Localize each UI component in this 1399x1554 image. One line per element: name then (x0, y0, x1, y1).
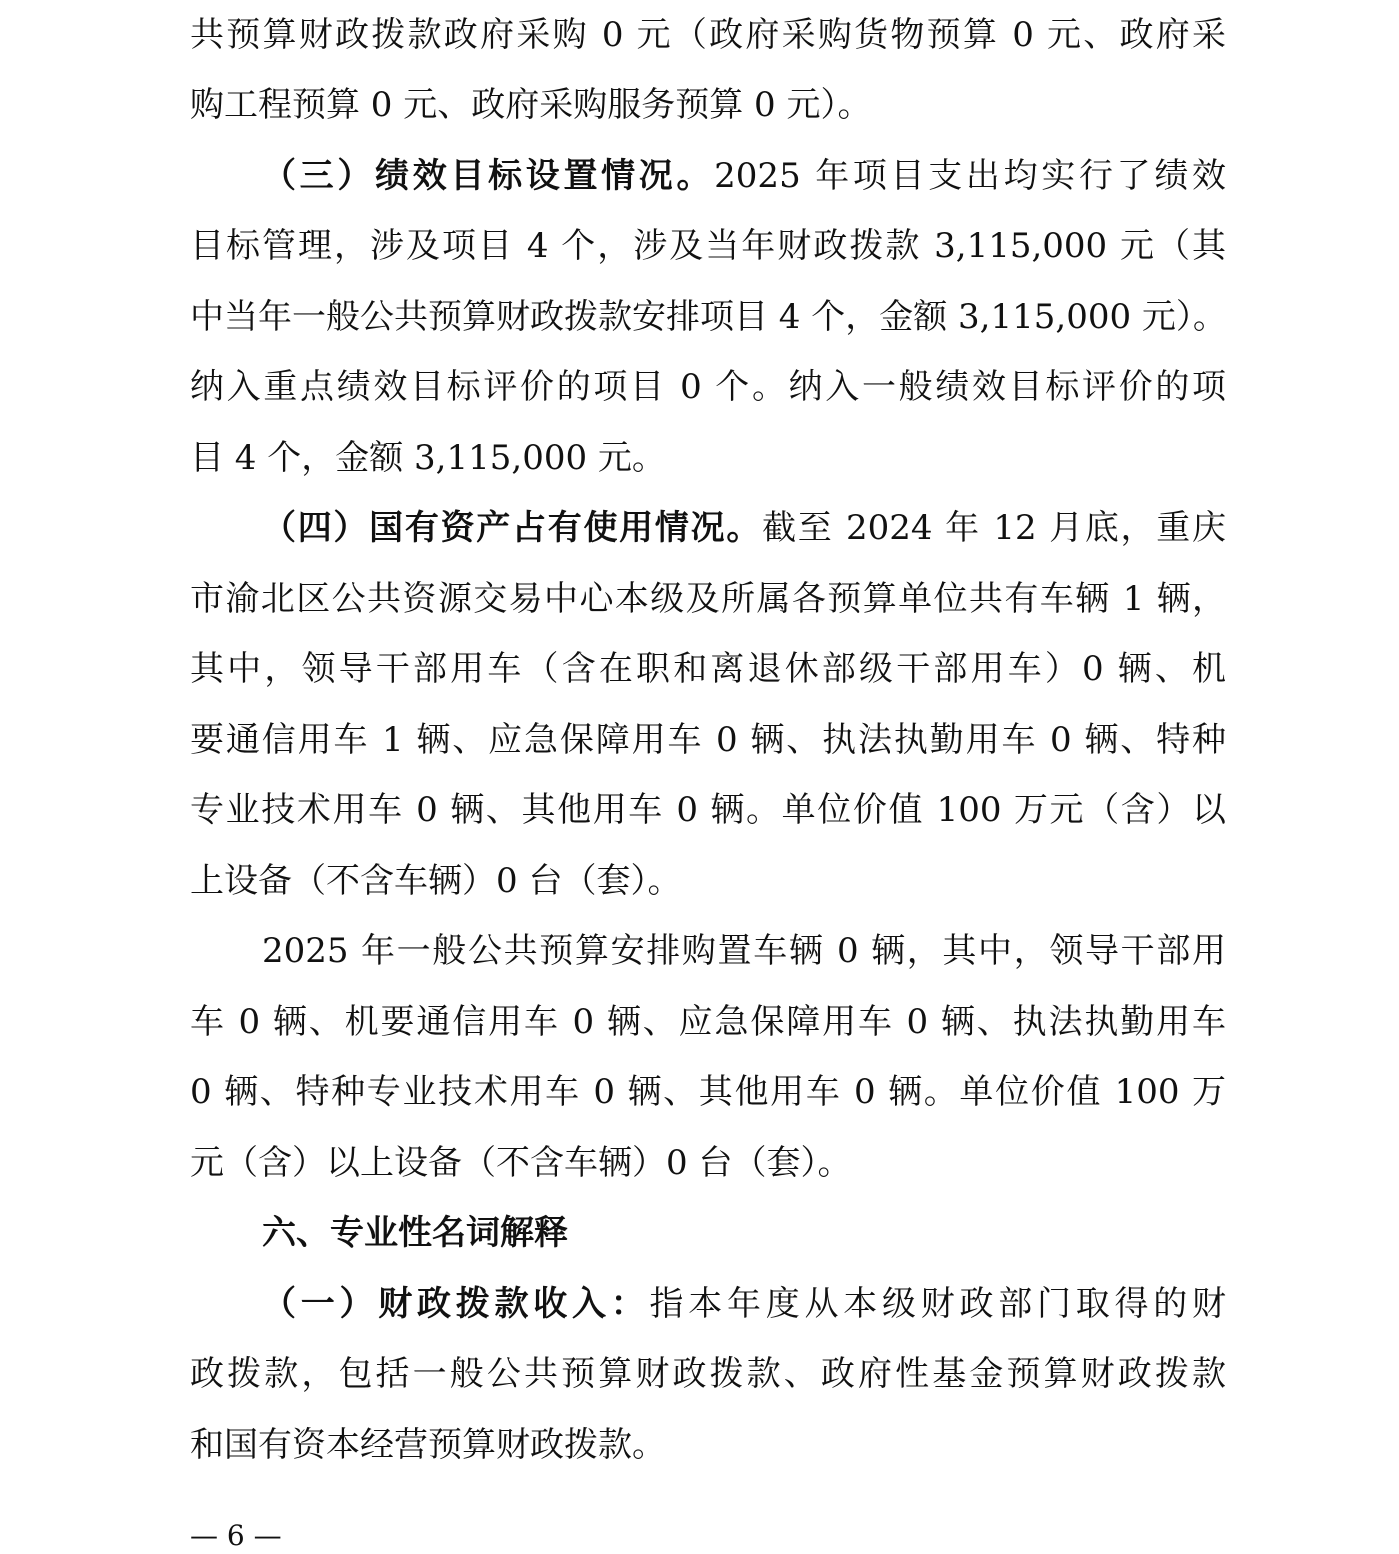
text-line: 和国有资本经营预算财政拨款。 (190, 1425, 666, 1465)
text-line: 指本年度从本级财政部门取得的财 (649, 1284, 1226, 1324)
text-line: 2025 年一般公共预算安排购置车辆 0 辆，其中，领导干部用 (262, 931, 1226, 971)
text-line: 要通信用车 1 辆、应急保障用车 0 辆、执法执勤用车 0 辆、特种 (190, 720, 1226, 760)
paragraph-line (190, 916, 1226, 986)
section-lead-assets: （四）国有资产占有使用情况。 (262, 508, 763, 548)
paragraph-line (190, 1128, 1226, 1198)
paragraph-line (190, 1057, 1226, 1127)
paragraph-line (190, 1410, 1226, 1480)
paragraph-line (190, 423, 1226, 493)
page-number: — 6 — (190, 1519, 282, 1552)
text-line: 目标管理，涉及项目 4 个，涉及当年财政拨款 3,115,000 元（其 (190, 226, 1226, 266)
section-lead-performance: （三）绩效目标设置情况。 (262, 156, 715, 196)
text-line: 元（含）以上设备（不含车辆）0 台（套）。 (190, 1143, 852, 1183)
paragraph-line (190, 1269, 1226, 1339)
text-line: 中当年一般公共预算财政拨款安排项目 4 个，金额 3,115,000 元）。 (190, 297, 1227, 337)
text-line: 截至 2024 年 12 月底，重庆 (762, 508, 1226, 548)
text-line: 共预算财政拨款政府采购 0 元（政府采购货物预算 0 元、政府采 (190, 15, 1226, 55)
paragraph-line (190, 0, 1226, 70)
text-line: 纳入重点绩效目标评价的项目 0 个。纳入一般绩效目标评价的项 (190, 367, 1226, 407)
text-line: 其中，领导干部用车（含在职和离退休部级干部用车）0 辆、机 (190, 649, 1226, 689)
paragraph-line (190, 564, 1226, 634)
paragraph-line (190, 70, 1226, 140)
paragraph-line (190, 493, 1226, 563)
text-line: 上设备（不含车辆）0 台（套）。 (190, 861, 682, 901)
paragraph-line (190, 705, 1226, 775)
text-line: 目 4 个，金额 3,115,000 元。 (190, 438, 666, 478)
paragraph-line (190, 282, 1226, 352)
text-line: 0 辆、特种专业技术用车 0 辆、其他用车 0 辆。单位价值 100 万 (190, 1072, 1226, 1112)
paragraph-line (190, 775, 1226, 845)
section-heading-line (190, 1198, 1226, 1268)
text-line: 政拨款，包括一般公共预算财政拨款、政府性基金预算财政拨款 (190, 1354, 1226, 1394)
paragraph-line (190, 211, 1226, 281)
text-line: 车 0 辆、机要通信用车 0 辆、应急保障用车 0 辆、执法执勤用车 (190, 1002, 1226, 1042)
paragraph-line (190, 987, 1226, 1057)
paragraph-line (190, 141, 1226, 211)
text-line: 2025 年项目支出均实行了绩效 (714, 156, 1226, 196)
section-heading: 六、专业性名词解释 (262, 1213, 568, 1253)
paragraph-line (190, 352, 1226, 422)
paragraph-line (190, 634, 1226, 704)
term-lead-fiscal-income: （一）财政拨款收入： (262, 1284, 650, 1324)
paragraph-line (190, 846, 1226, 916)
paragraph-line (190, 1339, 1226, 1409)
text-line: 市渝北区公共资源交易中心本级及所属各预算单位共有车辆 1 辆， (190, 579, 1226, 619)
text-line: 专业技术用车 0 辆、其他用车 0 辆。单位价值 100 万元（含）以 (190, 790, 1226, 830)
text-line: 购工程预算 0 元、政府采购服务预算 0 元）。 (190, 85, 872, 125)
